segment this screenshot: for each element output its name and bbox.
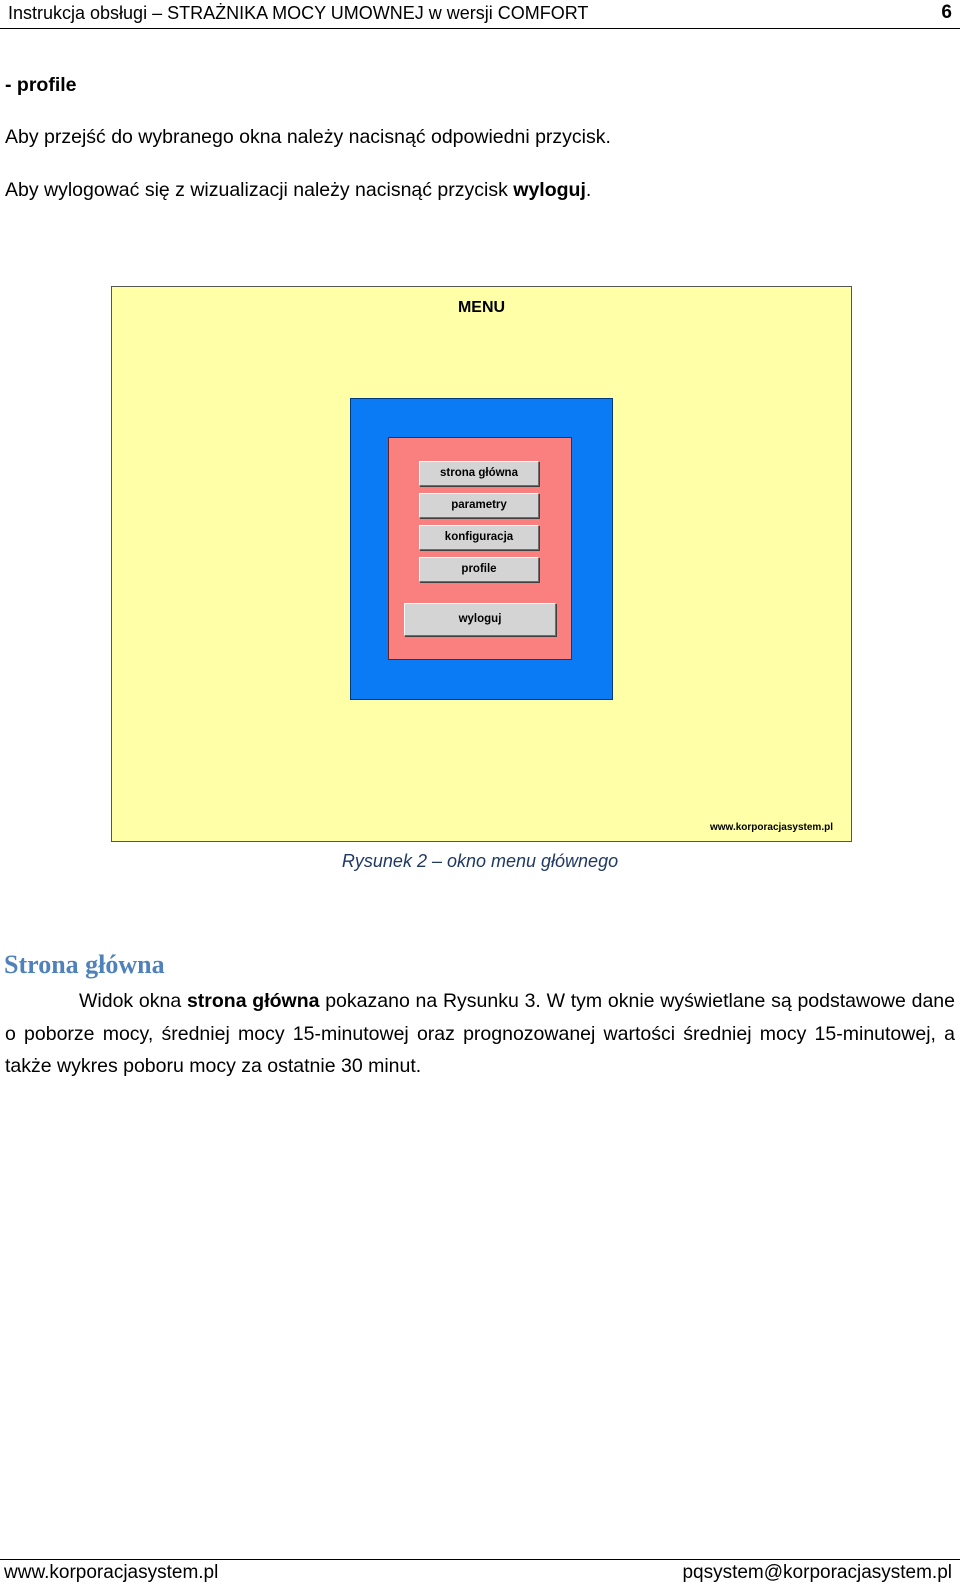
footer-email: pqsystem@korporacjasystem.pl: [682, 1562, 952, 1583]
logout-instruction: [5, 179, 591, 202]
profiles-button[interactable]: profile: [419, 557, 539, 582]
section-paragraph: [5, 985, 955, 1083]
logout-keyword: wyloguj: [513, 179, 586, 201]
figure-website-label: www.korporacjasystem.pl: [709, 822, 833, 833]
figure-caption: Rysunek 2 – okno menu głównego: [341, 851, 619, 871]
paragraph-text-rest: pokazano na Rysunku 3. W tym oknie wyświetlane są podstawowe dane o poborze mocy, średniej mocy 15-minutowej oraz prognozowanej wartości średniej mocy 15-minutowej, a także wykres poboru mocy za ostatnie 30 minut.: [5, 990, 955, 1077]
logout-instruction-end: .: [585, 179, 592, 201]
paragraph-text-start: Widok okna: [79, 990, 187, 1012]
footer-website: www.korporacjasystem.pl: [4, 1562, 219, 1583]
instruction-text: Aby przejść do wybranego okna należy nacisnąć odpowiedni przycisk.: [5, 126, 611, 148]
page-header: [0, 0, 960, 29]
configuration-button[interactable]: konfiguracja: [419, 525, 539, 550]
section-heading: Strona główna: [4, 950, 165, 979]
home-button[interactable]: strona główna: [419, 461, 539, 486]
parameters-button[interactable]: parametry: [419, 493, 539, 518]
page-number: 6: [941, 2, 952, 23]
logout-button[interactable]: wyloguj: [404, 603, 556, 636]
list-item-profile: - profile: [5, 74, 77, 96]
menu-title: MENU: [457, 299, 506, 316]
inner-panel: [388, 437, 572, 660]
document-title: Instrukcja obsługi – STRAŻNIKA MOCY UMOWNEJ w wersji COMFORT: [8, 3, 589, 23]
menu-window-figure: [111, 286, 852, 842]
logout-instruction-text: Aby wylogować się z wizualizacji należy nacisnąć przycisk: [5, 179, 514, 201]
page-footer: [0, 1559, 960, 1589]
paragraph-bold-term: strona główna: [186, 990, 320, 1012]
